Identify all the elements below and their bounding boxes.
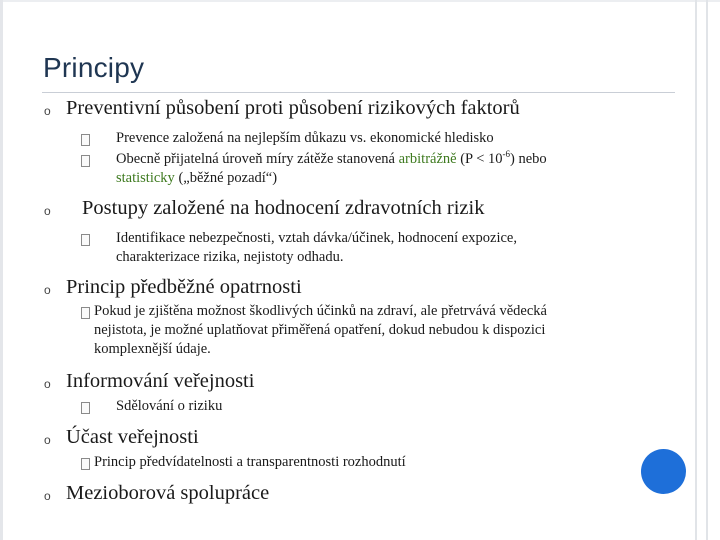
slide-frame-left [0, 0, 3, 540]
sub-bullet-pokud-line2: nejistota, je možné uplatňovat přiměřená opatření, dokud nebudou k dispozici [94, 322, 546, 338]
sub-bullet-sdelovani: Sdělování o riziku [116, 398, 223, 414]
sub-bullet-identifikace [116, 229, 517, 267]
sub-bullet-obecne [116, 150, 676, 188]
sub-bullet-identifikace-line1: Identifikace nebezpečnosti, vztah dávka/účinek, hodnocení expozice, [116, 230, 517, 246]
sub-bullet-box-icon [81, 307, 90, 319]
slide-frame-top [0, 0, 720, 2]
highlight-arbitrazne: arbitrážně [398, 151, 457, 167]
sub-bullet-pokud [94, 302, 547, 359]
sub-bullet-box-icon [81, 134, 90, 146]
bullet-mezioborova: Mezioborová spolupráce [66, 482, 270, 504]
bullet-circle-icon: o [44, 433, 51, 447]
sub-bullet-obecne-mid2: ) nebo [510, 151, 547, 167]
slide-frame-right-line [695, 0, 697, 540]
sub-bullet-obecne-text: Obecně přijatelná úroveň míry zátěže stanovená [116, 151, 399, 167]
superscript-exponent: -6 [502, 149, 511, 160]
bullet-informovani: Informování veřejnosti [66, 370, 255, 392]
bullet-ucast: Účast veřejnosti [66, 426, 199, 448]
sub-bullet-princip-predvidatelnosti: Princip předvídatelnosti a transparentnosti rozhodnutí [94, 454, 406, 470]
bullet-postupy: Postupy založené na hodnocení zdravotních rizik [82, 197, 485, 219]
slide-title: Principy [43, 52, 145, 83]
sub-bullet-obecne-mid: (P < 10 [456, 151, 503, 167]
sub-bullet-pokud-line1: Pokud je zjištěna možnost škodlivých účinků na zdraví, ale přetrvává vědecká [94, 303, 547, 319]
title-divider [42, 92, 675, 93]
slide-frame-right-line [706, 0, 708, 540]
bullet-circle-icon: o [44, 377, 51, 391]
sub-bullet-box-icon [81, 402, 90, 414]
sub-bullet-pokud-line3: komplexnější údaje. [94, 341, 211, 357]
sub-bullet-obecne-after: („běžné pozadí“) [174, 170, 278, 186]
sub-bullet-box-icon [81, 458, 90, 470]
sub-bullet-box-icon [81, 234, 90, 246]
sub-bullet-identifikace-line2: charakterizace rizika, nejistoty odhadu. [116, 249, 344, 265]
bullet-circle-icon: o [44, 204, 51, 218]
bullet-circle-icon: o [44, 104, 51, 118]
sub-bullet-box-icon [81, 155, 90, 167]
bullet-princip-predbezne: Princip předběžné opatrnosti [66, 276, 302, 298]
highlight-statisticky: statisticky [116, 170, 175, 186]
bullet-circle-icon: o [44, 489, 51, 503]
decorative-blue-circle [641, 449, 686, 494]
bullet-preventivni: Preventivní působení proti působení rizikových faktorů [66, 97, 520, 119]
bullet-circle-icon: o [44, 283, 51, 297]
sub-bullet-prevence: Prevence založená na nejlepším důkazu vs. ekonomické hledisko [116, 130, 494, 146]
